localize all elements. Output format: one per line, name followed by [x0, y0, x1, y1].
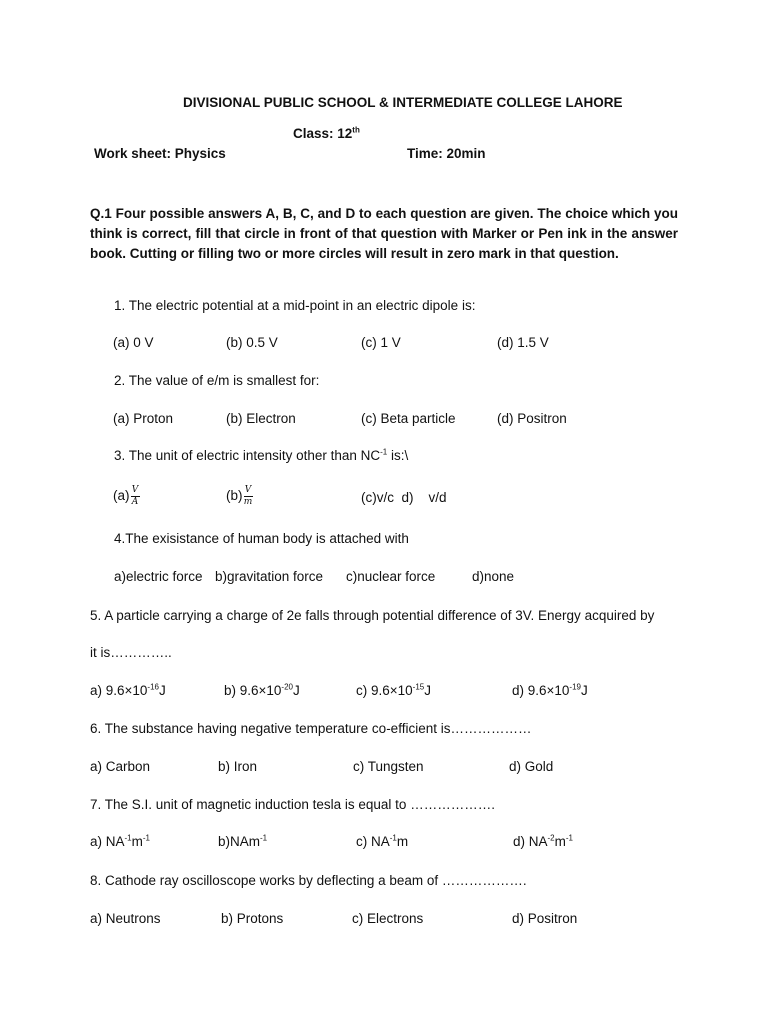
instruction-paragraph: Q.1 Four possible answers A, B, C, and D to each question are given. The choice which you think is correct, fill that circle in front of that question with Marker or Pen ink in the answer book. Cutting or filling two or more circles will result in zero mark in that question.: [90, 206, 678, 261]
question-1: 1. The electric potential at a mid-point in an electric dipole is:: [114, 298, 476, 313]
q2-option-a: (a) Proton: [113, 411, 174, 426]
q1-option-a: (a) 0 V: [113, 335, 154, 350]
q4-option-a: a)electric force: [114, 569, 203, 584]
question-5-continued: it is…………..: [90, 645, 172, 660]
q3-option-a: (a) $\frac{V}{A}$: [113, 485, 139, 507]
q2-option-b: (b) Electron: [226, 411, 296, 426]
q1-option-b: (b) 0.5 V: [226, 335, 278, 350]
q5-option-c: c) $9.6\times 10^{-15}J$: [356, 682, 431, 698]
q8-option-b: b) Protons: [221, 911, 284, 926]
q4-option-b: b)gravitation force: [215, 569, 324, 584]
question-6: 6. The substance having negative temperature co-efficient is………………: [90, 721, 532, 736]
q5-option-b: b) $9.6\times 10^{-20}J$: [224, 682, 300, 698]
q7-option-a: a) $NA^{-1}m^{-1}$: [90, 833, 151, 849]
time-limit: Time: 20min: [407, 146, 486, 161]
q3-option-cd: (c)v/c d) v/d: [361, 490, 447, 505]
q5-option-d: d) $9.6\times 10^{-19}J$: [512, 682, 588, 698]
q7-option-c: c) $NA^{-1}m$: [356, 833, 409, 849]
q3-option-b: (b) $\frac{V}{m}$: [226, 485, 253, 507]
q4-option-c: c)nuclear force: [346, 569, 436, 584]
q8-option-c: c) Electrons: [352, 911, 424, 926]
q6-option-a: a) Carbon: [90, 759, 151, 774]
q2-option-c: (c) Beta particle: [361, 411, 456, 426]
q1-option-d: (d) 1.5 V: [497, 335, 549, 350]
question-2: 2. The value of e/m is smallest for:: [114, 373, 320, 388]
q4-option-d: d)none: [472, 569, 515, 584]
question-5: 5. A particle carrying a charge of 2e falls through potential difference of 3V. Energy acquired by: [90, 608, 655, 623]
question-3: 3. The unit of electric intensity other than $NC^{-1}$ is:\: [114, 447, 409, 463]
question-8: 8. Cathode ray oscilloscope works by deflecting a beam of ……………….: [90, 873, 527, 888]
question-4: 4.The exisistance of human body is attached with: [114, 531, 409, 546]
q8-option-d: d) Positron: [512, 911, 578, 926]
q6-option-c: c) Tungsten: [353, 759, 424, 774]
q6-option-d: d) Gold: [509, 759, 554, 774]
q5-option-a: a) $9.6\times 10^{-16}J$: [90, 682, 166, 698]
q8-option-a: a) Neutrons: [90, 911, 161, 926]
q2-option-d: (d) Positron: [497, 411, 567, 426]
q7-option-d: d) $NA^{-2}m^{-1}$: [513, 833, 574, 849]
q1-option-c: (c) 1 V: [361, 335, 401, 350]
worksheet-subject: Work sheet: Physics: [94, 146, 226, 161]
question-7: 7. The S.I. unit of magnetic induction tesla is equal to ……………….: [90, 797, 495, 812]
school-name: DIVISIONAL PUBLIC SCHOOL & INTERMEDIATE COLLEGE LAHORE: [183, 95, 623, 110]
class-label: Class: 12th: [293, 125, 360, 141]
q7-option-b: b)NAm$^{-1}$: [218, 833, 268, 849]
q6-option-b: b) Iron: [218, 759, 258, 774]
